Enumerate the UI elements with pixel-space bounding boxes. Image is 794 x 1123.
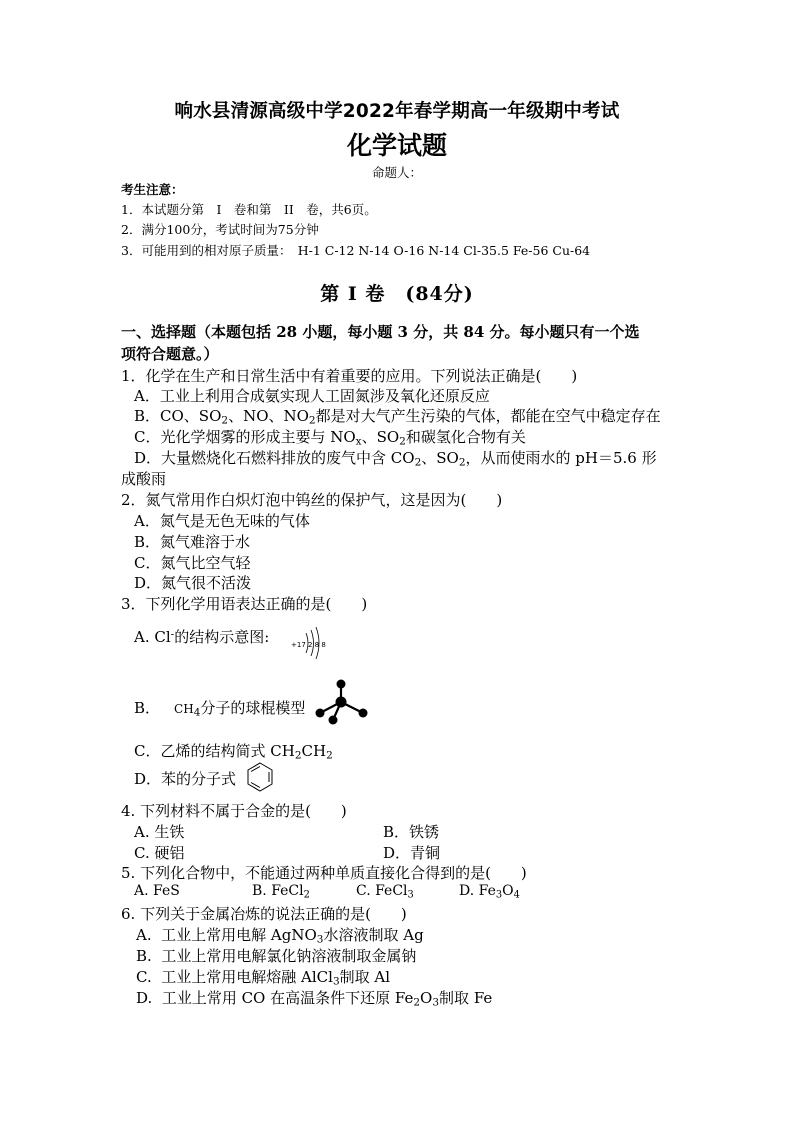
- q1-option-b: B．CO、$SO_2$、NO、$NO_2$都是对大气产生污染的气体，都能在空气中稳定存在: [134, 407, 661, 427]
- q1-option-c: C．光化学烟雾的形成主要与 $NO_x$、$SO_2$和碳氢化合物有关: [134, 428, 526, 448]
- q5-option-d: D. $Fe_3O_4$: [459, 883, 520, 901]
- q5-option-b: B. FeCl$_2$: [252, 883, 310, 901]
- q3-option-d: D．苯的分子式: [134, 770, 237, 788]
- q4-stem: 4. 下列材料不属于合金的是( ): [121, 802, 347, 820]
- q2-option-a: A．氮气是无色无味的气体: [134, 512, 310, 530]
- q3-option-c: C．乙烯的结构简式 $CH_2CH_2$: [134, 742, 333, 762]
- q3-option-b: B． $CH_4$分子的球棍模型: [134, 699, 306, 719]
- benzene-ring-icon: [244, 761, 276, 793]
- q2-stem: 2．氮气常用作白炽灯泡中钨丝的保护气，这是因为( ): [121, 491, 503, 509]
- q5-stem: 5. 下列化合物中，不能通过两种单质直接化合得到的是( ): [121, 864, 527, 882]
- q6-option-b: B. 工业上常用电解氯化钠溶液制取金属钠: [136, 947, 417, 965]
- q6-option-a: A. 工业上常用电解 AgNO$_3$水溶液制取 Ag: [136, 926, 424, 946]
- notice-item-3: 3．可能用到的相对原子质量： H-1 C-12 N-14 O-16 N-14 Cl-35.5 Fe-56 Cu-64: [121, 243, 591, 258]
- structure-diagram-label: +17 2 8 8: [291, 641, 326, 649]
- author-label: 命题人：: [371, 165, 422, 180]
- q1-stem: 1．化学在生产和日常生活中有着重要的应用。下列说法正确是( ): [121, 367, 578, 385]
- methane-ball-stick-model-icon: [309, 678, 373, 726]
- chloride-ion-structure-diagram: [288, 624, 338, 662]
- q2-option-b: B．氮气难溶于水: [134, 533, 251, 551]
- q3-stem: 3．下列化学用语表达正确的是( ): [121, 595, 368, 613]
- q6-stem: 6. 下列关于金属冶炼的说法正确的是( ): [121, 905, 407, 923]
- q3-option-a: A. Cl-的结构示意图:: [134, 628, 270, 646]
- q4-option-c: C. 硬铝: [134, 844, 185, 862]
- section-title: 第 I 卷 (84分): [320, 283, 474, 305]
- q2-option-c: C．氮气比空气轻: [134, 554, 251, 572]
- q5-option-c: C. FeCl$_3$: [356, 883, 414, 901]
- exam-subject-title: 化学试题: [346, 131, 447, 160]
- notice-item-2: 2．满分100分，考试时间为75分钟: [121, 222, 319, 237]
- exam-title: 响水县清源高级中学2022年春学期高一年级期中考试: [174, 101, 620, 122]
- q4-option-d: D．青铜: [383, 844, 441, 862]
- notice-heading: 考生注意：: [121, 182, 184, 197]
- q4-option-b: B．铁锈: [383, 823, 440, 841]
- q6-option-c: C. 工业上常用电解熔融 AlCl$_3$制取 Al: [136, 968, 391, 988]
- part1-instructions-line2: 项符合题意。）: [121, 345, 219, 363]
- q1-option-a: A．工业上利用合成氨实现人工固氮涉及氧化还原反应: [134, 387, 490, 405]
- q4-option-a: A. 生铁: [134, 823, 185, 841]
- q1-option-d: D．大量燃烧化石燃料排放的废气中含 $CO_2$、$SO_2$，从而使雨水的 pH＝5.6 形: [134, 449, 657, 469]
- q6-option-d: D. 工业上常用 CO 在高温条件下还原 $Fe_2O_3$制取 Fe: [136, 989, 493, 1009]
- q5-option-a: A. FeS: [134, 883, 180, 899]
- notice-item-1: 1．本试题分第 I 卷和第 II 卷，共6页。: [121, 202, 377, 217]
- q1-option-d-continued: 成酸雨: [121, 470, 167, 488]
- part1-instructions-line1: 一、选择题（本题包括 28 小题，每小题 3 分，共 84 分。每小题只有一个选: [121, 323, 640, 341]
- q2-option-d: D．氮气很不活泼: [134, 574, 252, 592]
